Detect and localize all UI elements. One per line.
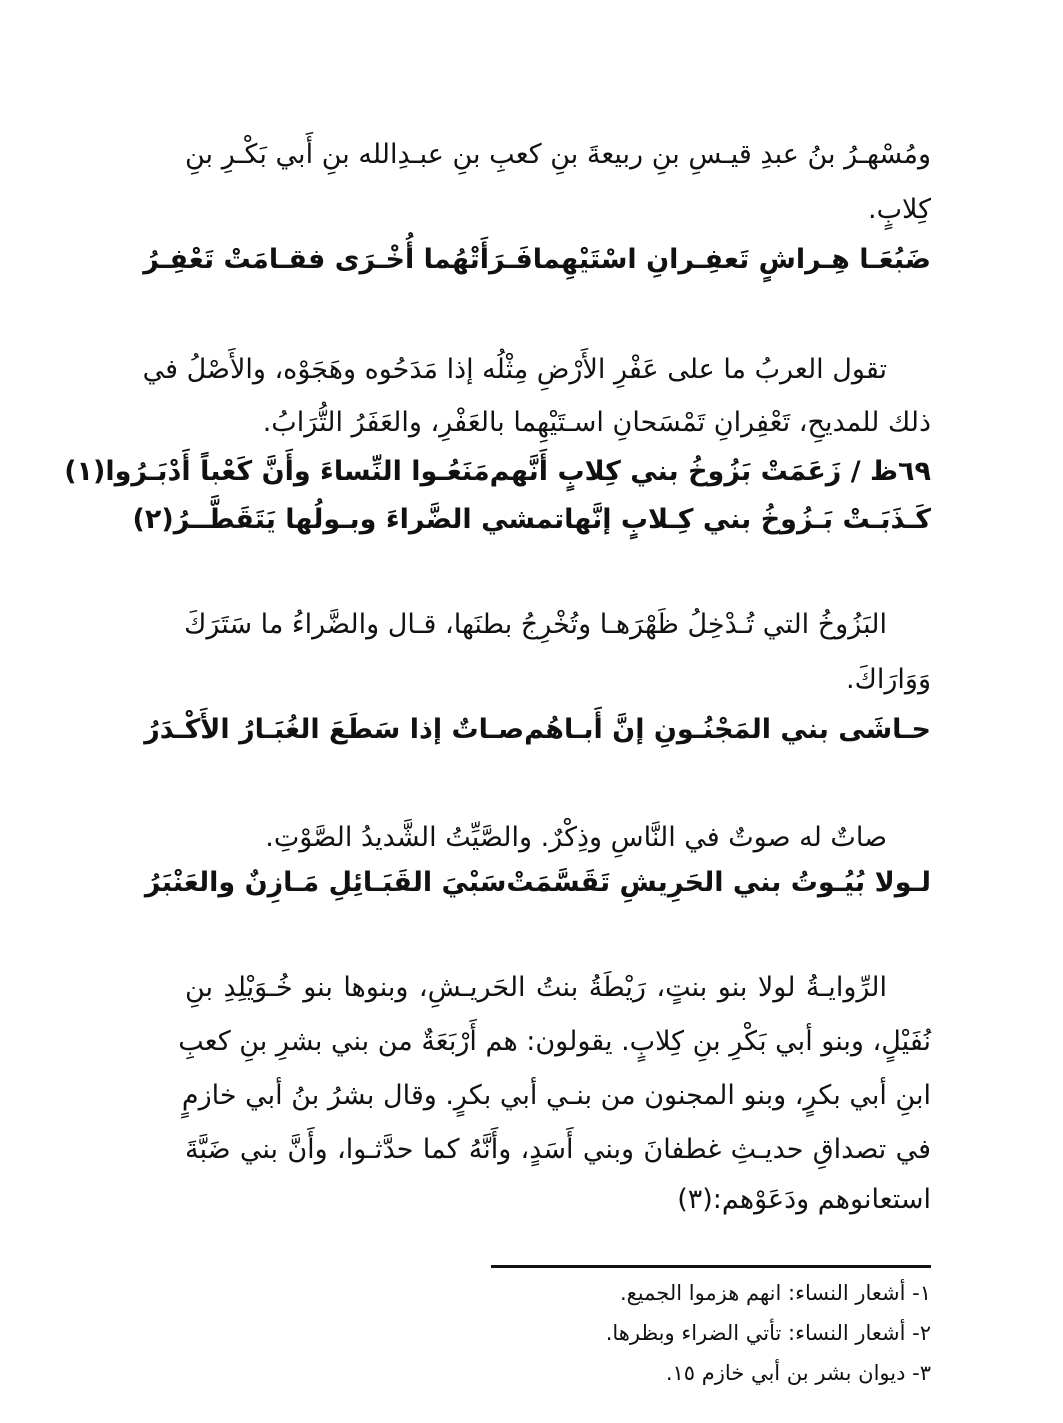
verse-line: [132, 500, 931, 540]
verse-line: [144, 710, 931, 750]
verse-hemistich-right: حـاشَى بني المَجْنُـونِ إنَّ أَبـاهُم: [524, 714, 931, 745]
verse-line: [144, 863, 931, 903]
verse-hemistich-left: تمشي الضَّراءَ وبـولُها يَتَقَطَّــرُ(٢): [132, 504, 565, 535]
verse-hemistich-left: سَبْيَ القَبَـائِلِ مَـازِنٌ والعَنْبَرُ: [144, 867, 507, 898]
verse-hemistich-right: ضَبُعَـا هِـراشٍ تَعفِـرانِ اسْتَيْهِما: [532, 244, 931, 275]
verse-hemistich-right: كَـذَبَـتْ بَـزُوخُ بني كِـلابٍ إنَّها: [564, 504, 931, 535]
prose-line: ومُسْهـرُ بنُ عبدِ قيـسِ بنِ ربيعةَ بنِ كعبِ بنِ عبـدِالله بنِ أَبي بَكْـرِ بنِ: [185, 139, 931, 170]
footnote: ٢- أشعار النساء: تأتي الضراء وبظرها.: [605, 1321, 931, 1345]
footnote: ٣- ديوان بشر بن أبي خازم ١٥.: [665, 1361, 931, 1385]
prose-line: استعانوهم ودَعَوْهم:(٣): [677, 1184, 931, 1215]
verse-hemistich-right: لـولا بُيُـوتُ بني الحَرِيشِ تَقَسَّمَتْ: [506, 867, 931, 898]
prose-line: نُفَيْلٍ، وبنو أبي بَكْرِ بنِ كِلابٍ. يقولون: هم أَرْبَعَةٌ من بني بشرِ بنِ كعبِ: [178, 1026, 931, 1057]
prose-line: ابنِ أبي بكرٍ، وبنو المجنون من بنـي أبي بكرٍ. وقال بشرُ بنُ أبي خازمٍ: [181, 1080, 931, 1111]
prose-line: الرِّوايـةُ لولا بنو بنتٍ، رَيْطَةُ بنتُ الحَريـشِ، وبنوها بنو خُـوَيْلِدِ بنِ: [185, 972, 887, 1003]
prose-line: في تصداقِ حديـثِ غطفانَ وبني أَسَدٍ، وأَنَّهُ كما حدَّثـوا، وأَنَّ بني ضَبَّةَ: [185, 1134, 931, 1165]
footnote-divider: [491, 1265, 931, 1268]
verse-hemistich-right: ٦٩ظ / زَعَمَتْ بَزُوخُ بني كِلابٍ أَنَّهم: [489, 456, 931, 487]
prose-line: وَوَارَاكَ.: [846, 664, 931, 695]
footnote: ١- أشعار النساء: انهم هزموا الجميع.: [619, 1281, 931, 1305]
prose-line: البَزُوخُ التي تُـدْخِلُ ظَهْرَهـا وتُخْرِجُ بطنَها، قـال والضَّراءُ ما سَتَرَكَ: [184, 609, 887, 640]
prose-line: تقول العربُ ما على عَفْرِ الأَرْضِ مِثْلُه إذا مَدَحُوه وهَجَوْه، والأَصْلُ في: [142, 354, 887, 385]
verse-hemistich-left: صـاتٌ إذا سَطَعَ الغُبَـارُ الأَكْـدَرُ: [144, 714, 525, 745]
prose-line: كِلابٍ.: [868, 194, 931, 225]
verse-line: [64, 452, 931, 492]
verse-hemistich-left: مَنَعُـوا النِّساءَ وأَنَّ كَعْباً أَدْبَـرُوا(١): [64, 456, 490, 487]
verse-hemistich-left: فَـرَأَتْهُما أُخْـرَى فقـامَتْ تَعْفِـرُ: [143, 244, 533, 275]
verse-line: [143, 240, 931, 280]
prose-line: صاتٌ له صوتٌ في النَّاسِ وذِكْرٌ. والصَّيِّتُ الشَّديدُ الصَّوْتِ.: [265, 822, 887, 853]
prose-line: ذلك للمديحِ، تَعْفِرانِ تَمْسَحانِ اسـتَيْهِما بالعَفْرِ، والعَفَرُ التُّرَابُ.: [262, 407, 931, 438]
